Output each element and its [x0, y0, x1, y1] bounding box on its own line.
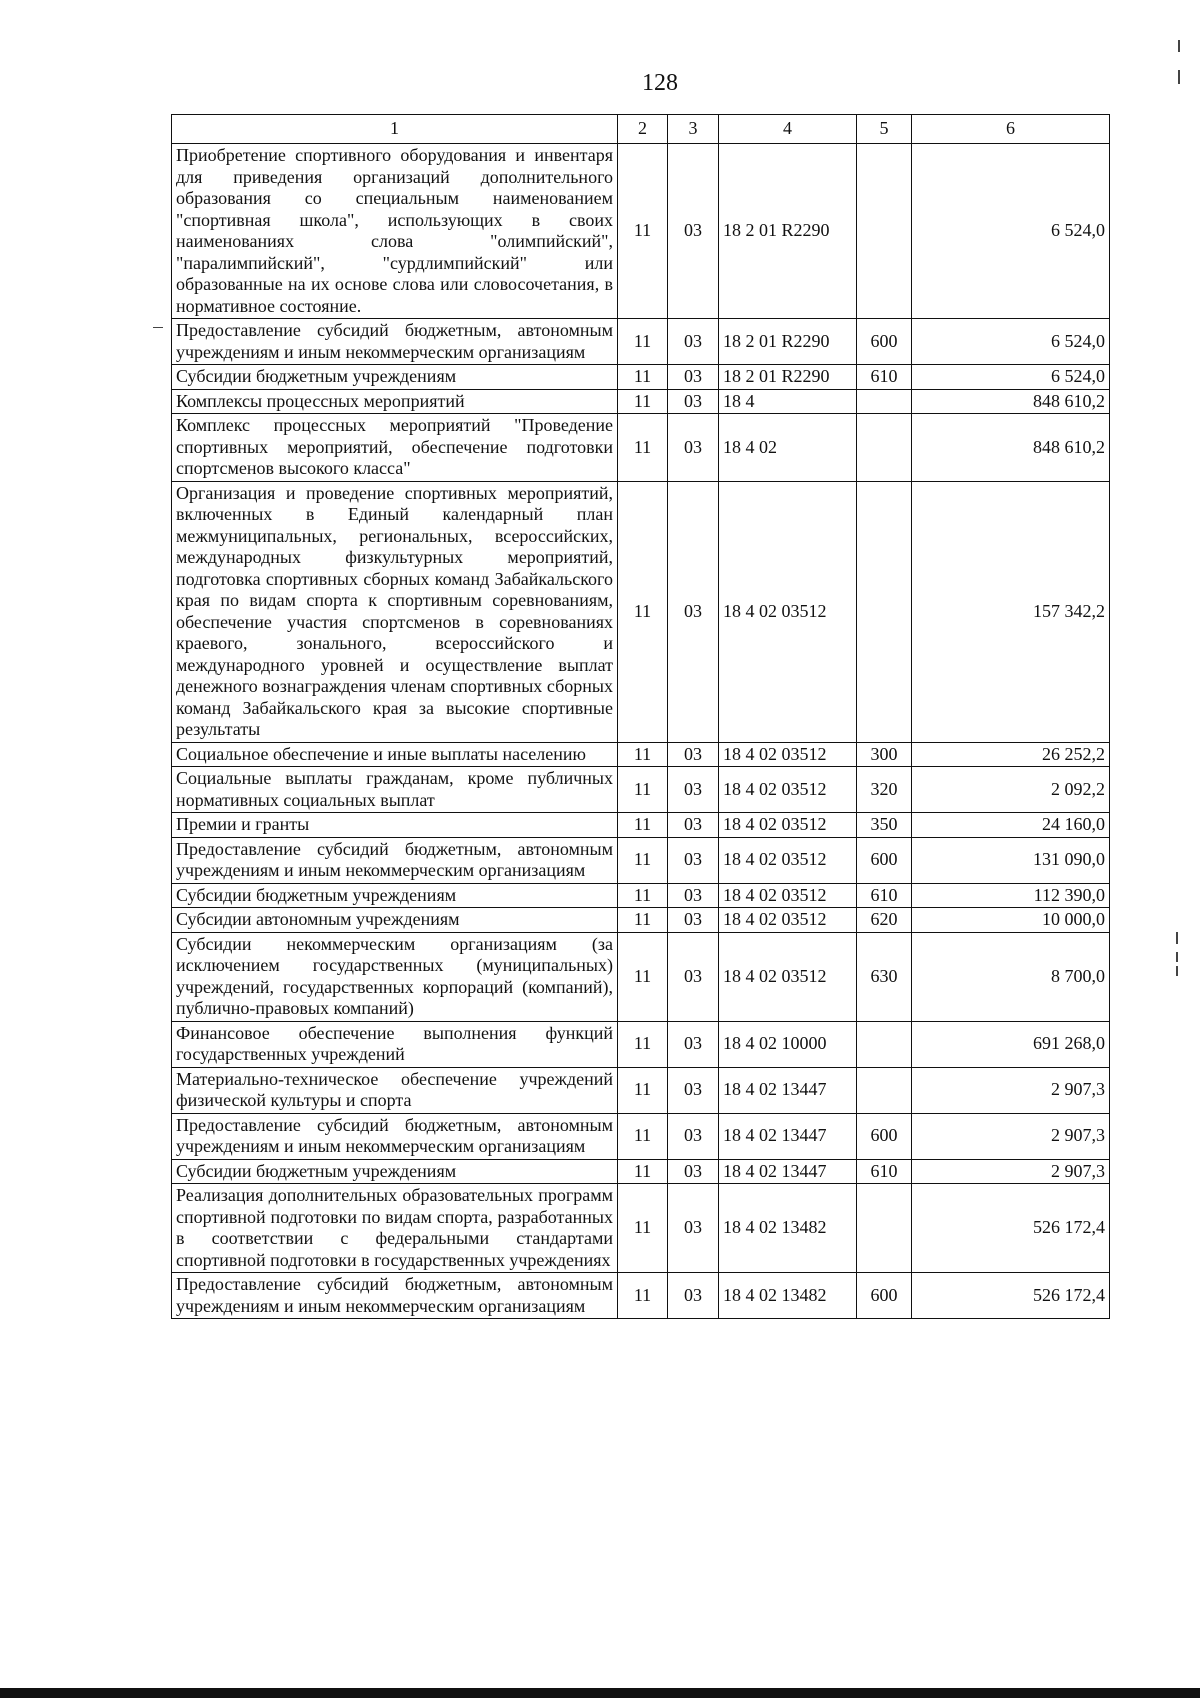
column-header: 5: [857, 115, 912, 144]
row-subsection: 03: [668, 365, 719, 390]
row-name: Социальные выплаты гражданам, кроме публичных нормативных социальных выплат: [172, 767, 618, 813]
row-target-code: 18 4: [719, 389, 857, 414]
row-target-code: 18 4 02 13447: [719, 1159, 857, 1184]
row-amount: 2 907,3: [912, 1067, 1110, 1113]
table-row: [172, 389, 1110, 414]
row-expense-type: [857, 481, 912, 742]
row-section: 11: [618, 414, 668, 482]
row-amount: 848 610,2: [912, 414, 1110, 482]
row-subsection: 03: [668, 1159, 719, 1184]
row-subsection: 03: [668, 883, 719, 908]
row-amount: 6 524,0: [912, 319, 1110, 365]
row-target-code: 18 4 02 03512: [719, 837, 857, 883]
table-row: [172, 365, 1110, 390]
row-expense-type: 610: [857, 883, 912, 908]
row-amount: 526 172,4: [912, 1184, 1110, 1273]
row-subsection: 03: [668, 813, 719, 838]
row-name: Финансовое обеспечение выполнения функций государственных учреждений: [172, 1021, 618, 1067]
row-section: 11: [618, 932, 668, 1021]
row-subsection: 03: [668, 1273, 719, 1319]
row-subsection: 03: [668, 742, 719, 767]
column-header: 2: [618, 115, 668, 144]
scan-border: [0, 1688, 1200, 1698]
row-expense-type: 600: [857, 319, 912, 365]
row-amount: 112 390,0: [912, 883, 1110, 908]
table-row: [172, 144, 1110, 319]
row-subsection: 03: [668, 932, 719, 1021]
row-subsection: 03: [668, 1067, 719, 1113]
row-name: Комплексы процессных мероприятий: [172, 389, 618, 414]
row-target-code: 18 2 01 R2290: [719, 144, 857, 319]
row-target-code: 18 2 01 R2290: [719, 319, 857, 365]
row-amount: 2 092,2: [912, 767, 1110, 813]
row-amount: 2 907,3: [912, 1113, 1110, 1159]
row-name: Субсидии некоммерческим организациям (за исключением государственных (муниципальных) учреждений, государственных корпораций (компаний), публично-правовых компаний): [172, 932, 618, 1021]
row-target-code: 18 4 02 13482: [719, 1273, 857, 1319]
row-target-code: 18 4 02: [719, 414, 857, 482]
row-subsection: 03: [668, 389, 719, 414]
row-subsection: 03: [668, 1184, 719, 1273]
row-amount: 2 907,3: [912, 1159, 1110, 1184]
table-row: [172, 1113, 1110, 1159]
row-subsection: 03: [668, 1021, 719, 1067]
row-subsection: 03: [668, 319, 719, 365]
table-row: [172, 1184, 1110, 1273]
table-row: [172, 813, 1110, 838]
row-expense-type: 600: [857, 1113, 912, 1159]
row-amount: 131 090,0: [912, 837, 1110, 883]
row-subsection: 03: [668, 767, 719, 813]
scan-mark: [1178, 70, 1180, 84]
column-header: 4: [719, 115, 857, 144]
row-target-code: 18 4 02 03512: [719, 742, 857, 767]
table-row: [172, 908, 1110, 933]
row-name: Материально-техническое обеспечение учреждений физической культуры и спорта: [172, 1067, 618, 1113]
row-section: 11: [618, 1184, 668, 1273]
row-name: Субсидии бюджетным учреждениям: [172, 883, 618, 908]
row-subsection: 03: [668, 414, 719, 482]
column-header: 6: [912, 115, 1110, 144]
row-section: 11: [618, 319, 668, 365]
row-subsection: 03: [668, 908, 719, 933]
scan-mark: [153, 327, 163, 328]
row-expense-type: 350: [857, 813, 912, 838]
column-header: 3: [668, 115, 719, 144]
budget-table: [171, 114, 1110, 1319]
row-section: 11: [618, 813, 668, 838]
row-amount: 6 524,0: [912, 144, 1110, 319]
row-target-code: 18 4 02 03512: [719, 481, 857, 742]
table-row: [172, 932, 1110, 1021]
row-name: Премии и гранты: [172, 813, 618, 838]
row-name: Предоставление субсидий бюджетным, автономным учреждениям и иным некоммерческим организациям: [172, 1113, 618, 1159]
row-section: 11: [618, 742, 668, 767]
row-subsection: 03: [668, 1113, 719, 1159]
table-row: [172, 1067, 1110, 1113]
row-target-code: 18 2 01 R2290: [719, 365, 857, 390]
scan-mark: [1176, 932, 1178, 944]
row-section: 11: [618, 144, 668, 319]
row-section: 11: [618, 908, 668, 933]
row-expense-type: 600: [857, 1273, 912, 1319]
table-row: [172, 837, 1110, 883]
row-target-code: 18 4 02 03512: [719, 767, 857, 813]
row-section: 11: [618, 389, 668, 414]
table-row: [172, 742, 1110, 767]
row-expense-type: 630: [857, 932, 912, 1021]
row-expense-type: 600: [857, 837, 912, 883]
row-expense-type: [857, 414, 912, 482]
row-amount: 26 252,2: [912, 742, 1110, 767]
row-section: 11: [618, 481, 668, 742]
row-section: 11: [618, 1067, 668, 1113]
row-expense-type: 300: [857, 742, 912, 767]
table-row: [172, 1159, 1110, 1184]
row-expense-type: [857, 1021, 912, 1067]
row-amount: 24 160,0: [912, 813, 1110, 838]
scan-mark: [1178, 40, 1180, 52]
row-expense-type: [857, 1184, 912, 1273]
row-expense-type: 620: [857, 908, 912, 933]
row-section: 11: [618, 837, 668, 883]
row-expense-type: 610: [857, 365, 912, 390]
row-section: 11: [618, 1021, 668, 1067]
row-amount: 691 268,0: [912, 1021, 1110, 1067]
row-target-code: 18 4 02 13482: [719, 1184, 857, 1273]
row-expense-type: [857, 144, 912, 319]
row-amount: 526 172,4: [912, 1273, 1110, 1319]
row-target-code: 18 4 02 13447: [719, 1113, 857, 1159]
row-name: Организация и проведение спортивных мероприятий, включенных в Единый календарный план межмуниципальных, региональных, всероссийских, международных физкультурных мероприятий, подготовка спортивных сборных команд Забайкальского края по видам спорта к спортивным соревнованиям, обеспечение участия спортсменов в соревнованиях краевого, зонального, всероссийского и международного уровней и осуществление выплат денежного вознаграждения членам спортивных сборных команд Забайкальского края за высокие спортивные результаты: [172, 481, 618, 742]
table-header-row: [172, 115, 1110, 144]
row-name: Субсидии бюджетным учреждениям: [172, 365, 618, 390]
row-expense-type: 610: [857, 1159, 912, 1184]
table-row: [172, 1021, 1110, 1067]
table-row: [172, 319, 1110, 365]
row-name: Социальное обеспечение и иные выплаты населению: [172, 742, 618, 767]
row-section: 11: [618, 1273, 668, 1319]
row-expense-type: 320: [857, 767, 912, 813]
row-target-code: 18 4 02 03512: [719, 932, 857, 1021]
row-target-code: 18 4 02 03512: [719, 908, 857, 933]
row-name: Предоставление субсидий бюджетным, автономным учреждениям и иным некоммерческим организациям: [172, 837, 618, 883]
row-amount: 10 000,0: [912, 908, 1110, 933]
row-name: Субсидии автономным учреждениям: [172, 908, 618, 933]
table-row: [172, 883, 1110, 908]
row-amount: 8 700,0: [912, 932, 1110, 1021]
row-expense-type: [857, 389, 912, 414]
table-row: [172, 767, 1110, 813]
row-subsection: 03: [668, 481, 719, 742]
table-row: [172, 414, 1110, 482]
row-subsection: 03: [668, 144, 719, 319]
scan-mark: [1176, 952, 1178, 962]
row-subsection: 03: [668, 837, 719, 883]
row-section: 11: [618, 1159, 668, 1184]
scan-mark: [1176, 966, 1178, 976]
row-section: 11: [618, 767, 668, 813]
row-name: Субсидии бюджетным учреждениям: [172, 1159, 618, 1184]
row-target-code: 18 4 02 10000: [719, 1021, 857, 1067]
row-amount: 848 610,2: [912, 389, 1110, 414]
row-amount: 6 524,0: [912, 365, 1110, 390]
row-section: 11: [618, 365, 668, 390]
row-name: Предоставление субсидий бюджетным, автономным учреждениям и иным некоммерческим организациям: [172, 1273, 618, 1319]
row-name: Комплекс процессных мероприятий "Проведение спортивных мероприятий, обеспечение подготовки спортсменов высокого класса": [172, 414, 618, 482]
column-header: 1: [172, 115, 618, 144]
page-number: 128: [642, 70, 678, 96]
row-section: 11: [618, 1113, 668, 1159]
table-row: [172, 1273, 1110, 1319]
row-amount: 157 342,2: [912, 481, 1110, 742]
row-target-code: 18 4 02 03512: [719, 813, 857, 838]
row-target-code: 18 4 02 03512: [719, 883, 857, 908]
row-name: Предоставление субсидий бюджетным, автономным учреждениям и иным некоммерческим организациям: [172, 319, 618, 365]
row-expense-type: [857, 1067, 912, 1113]
table-row: [172, 481, 1110, 742]
row-name: Приобретение спортивного оборудования и инвентаря для приведения организаций дополнительного образования со специальным наименованием "спортивная школа", использующих в своих наименованиях слова "олимпийский", "паралимпийский", "сурдлимпийский" или образованные на их основе слова или словосочетания, в нормативное состояние.: [172, 144, 618, 319]
row-section: 11: [618, 883, 668, 908]
row-target-code: 18 4 02 13447: [719, 1067, 857, 1113]
row-name: Реализация дополнительных образовательных программ спортивной подготовки по видам спорта, разработанных в соответствии с федеральными стандартами спортивной подготовки в государственных учреждениях: [172, 1184, 618, 1273]
